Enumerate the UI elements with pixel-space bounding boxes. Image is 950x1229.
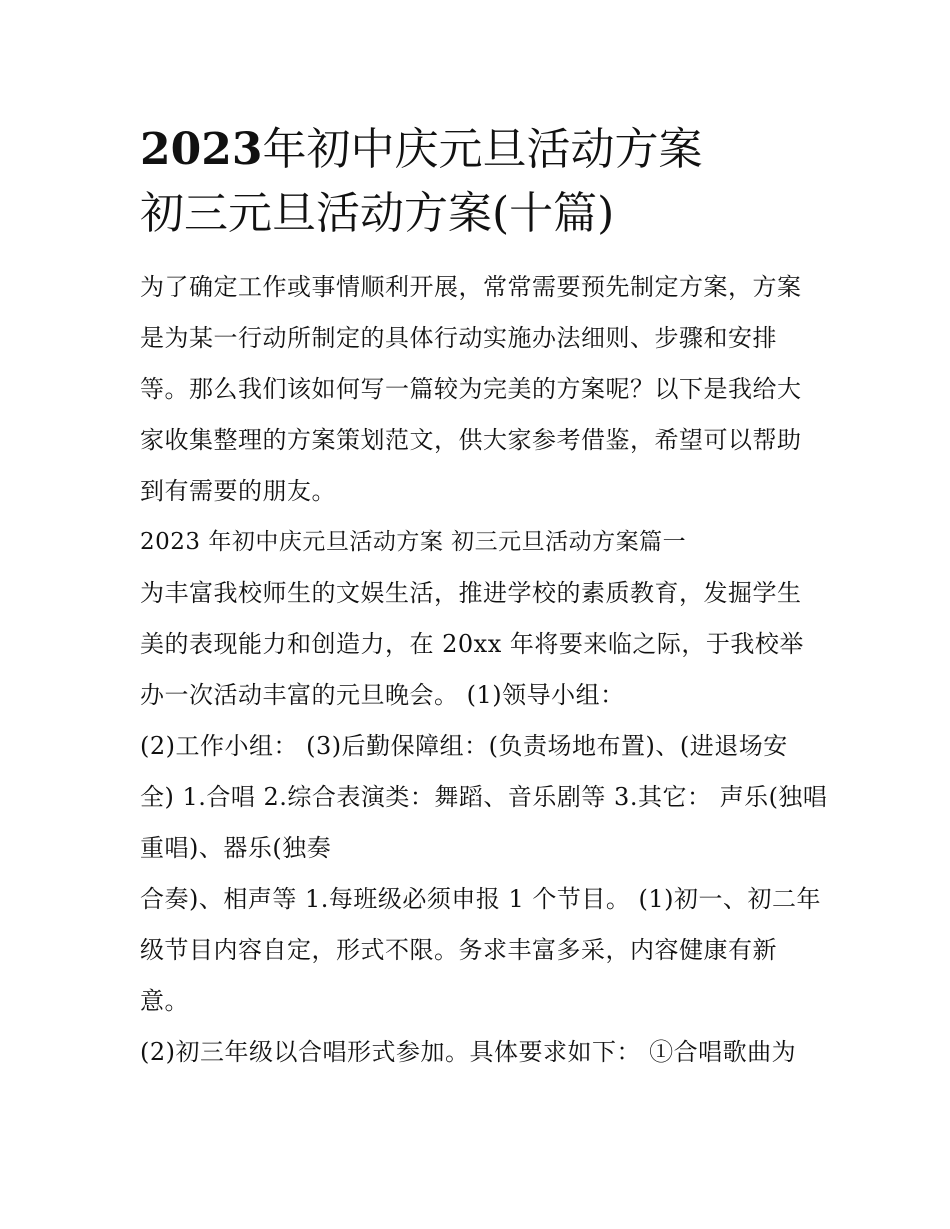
body-line-7: 为丰富我校师生的文娱生活，推进学校的素质教育，发掘学生	[140, 579, 802, 607]
title-line-2: 初三元旦活动方案(十篇)	[140, 188, 615, 239]
title-line-1-rest: 年初中庆元旦活动方案	[262, 124, 703, 175]
title-year: 2023	[140, 124, 263, 175]
body-line-9: 办一次活动丰富的元旦晚会。 (1)领导小组：	[140, 681, 625, 709]
body-line-16: (2)初三年级以合唱形式参加。具体要求如下： ①合唱歌曲为	[140, 1038, 797, 1066]
body-line-3: 等。那么我们该如何写一篇较为完美的方案呢？以下是我给大	[140, 375, 802, 403]
body-line-11: 全) 1.合唱 2.综合表演类：舞蹈、音乐剧等 3.其它： 声乐(独唱	[140, 783, 828, 811]
body-line-14: 级节目内容自定，形式不限。务求丰富多采，内容健康有新	[140, 936, 777, 964]
title-line-1	[140, 118, 810, 182]
document-title	[140, 118, 810, 246]
body-line-12: 重唱)、器乐(独奏	[140, 834, 332, 862]
body-line-2: 是为某一行动所制定的具体行动实施办法细则、步骤和安排	[140, 324, 777, 352]
body-line-5: 到有需要的朋友。	[140, 477, 336, 505]
body-line-15: 意。	[140, 987, 189, 1015]
body-line-13: 合奏)、相声等 1.每班级必须申报 1 个节目。 (1)初一、初二年	[140, 885, 822, 913]
body-line-1: 为了确定工作或事情顺利开展，常常需要预先制定方案，方案	[140, 273, 802, 301]
body-line-10: (2)工作小组： (3)后勤保障组：(负责场地布置)、(进退场安	[140, 732, 788, 760]
body-line-8: 美的表现能力和创造力，在 20xx 年将要来临之际，于我校举	[140, 630, 804, 658]
document-body	[140, 262, 828, 1078]
section-heading: 2023 年初中庆元旦活动方案 初三元旦活动方案篇一	[140, 529, 687, 555]
body-line-4: 家收集整理的方案策划范文，供大家参考借鉴，希望可以帮助	[140, 426, 802, 454]
